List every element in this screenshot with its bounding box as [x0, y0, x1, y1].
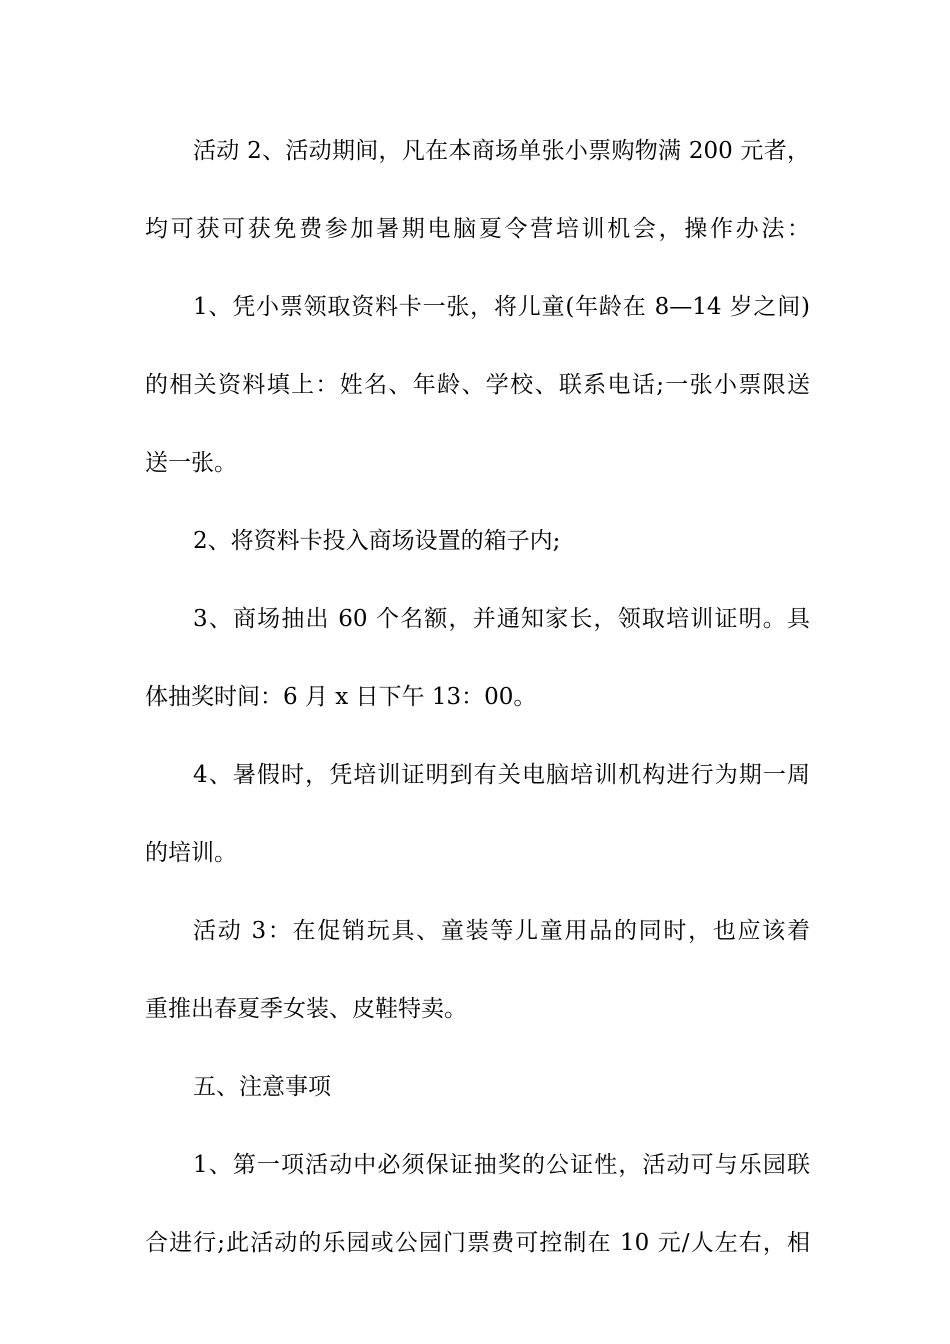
- text-line: 重推出春夏季女装、皮鞋特卖。: [145, 996, 467, 1022]
- text-line: 1、凭小票领取资料卡一张，将儿童(年龄在 8—14 岁之间): [193, 294, 810, 320]
- text-line: 3、商场抽出 60 个名额，并通知家长，领取培训证明。具: [193, 606, 810, 632]
- text-line: 活动 3：在促销玩具、童装等儿童用品的同时，也应该着: [193, 918, 810, 944]
- text-line: 的相关资料填上：姓名、年龄、学校、联系电话;一张小票限送: [145, 372, 810, 398]
- text-line: 1、第一项活动中必须保证抽奖的公证性，活动可与乐园联: [193, 1152, 810, 1178]
- text-line: 均可获可获免费参加暑期电脑夏令营培训机会，操作办法：: [145, 216, 810, 242]
- section-heading: 五、注意事项: [193, 1074, 331, 1100]
- text-line: 4、暑假时，凭培训证明到有关电脑培训机构进行为期一周: [193, 762, 810, 788]
- text-line: 2、将资料卡投入商场设置的箱子内;: [193, 528, 561, 554]
- text-line: 的培训。: [145, 840, 237, 866]
- text-line: 送一张。: [145, 450, 237, 476]
- text-line: 体抽奖时间：6 月 x 日下午 13：00。: [145, 684, 537, 710]
- text-line: 活动 2、活动期间，凡在本商场单张小票购物满 200 元者，: [193, 138, 810, 164]
- text-line: 合进行;此活动的乐园或公园门票费可控制在 10 元/人左右，相: [145, 1230, 810, 1256]
